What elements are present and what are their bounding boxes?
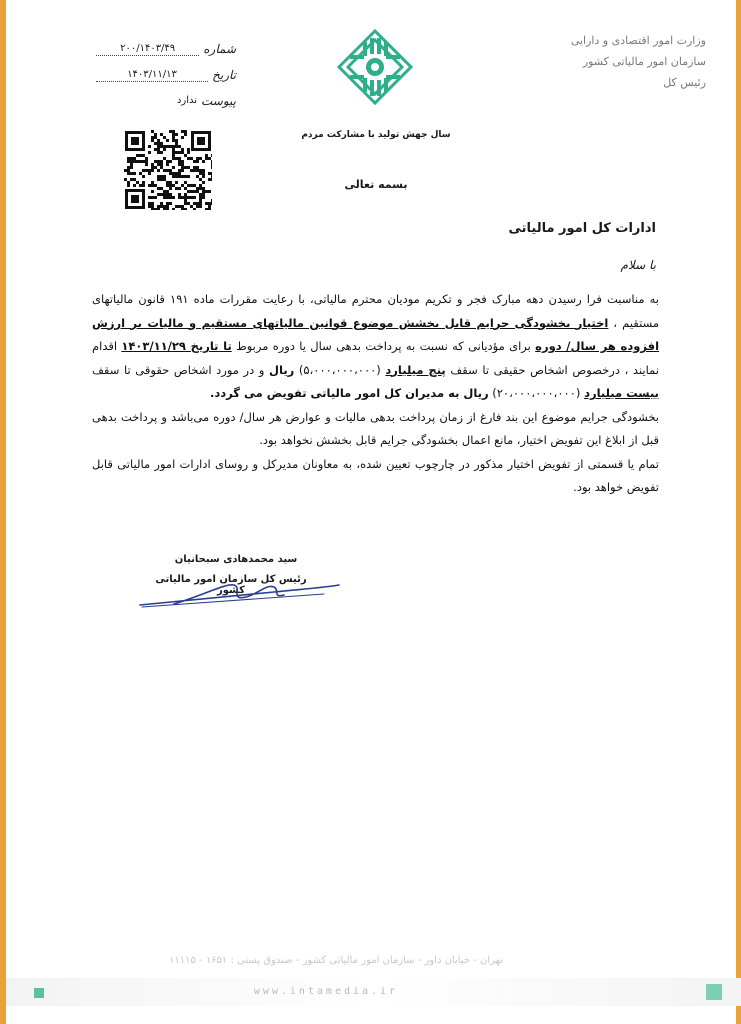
p1-part-e: اقدام نمایند ، درخصوص اشخاص حقیقی تا سقف [92, 339, 659, 377]
letter-body [92, 288, 659, 500]
p1-rial-1: ریال [269, 362, 295, 377]
p1-amount-2: (۲۰،۰۰۰،۰۰۰،۰۰۰) [488, 386, 585, 400]
bismillah: بسمه تعالی [344, 178, 408, 191]
footer-website: www.intamedia.ir [253, 986, 399, 997]
date-row [96, 62, 236, 88]
attachment-value: ندارد [176, 95, 197, 106]
ministry-line-2: سازمان امور مالیاتی کشور [582, 55, 706, 68]
year-slogan: سال جهش تولید با مشارکت مردم [301, 130, 451, 140]
footer-corner-left [34, 988, 44, 998]
p1-deadline: تا تاریخ ۱۴۰۳/۱۱/۲۹ [121, 339, 232, 353]
p1-part-c: برای مؤدیانی که نسبت به پرداخت بدهی سال یا دوره مربوط [231, 339, 536, 353]
signatory-title: رئیس کل سازمان امور مالیاتی کشور [155, 574, 307, 596]
addressee: ادارات کل امور مالیاتی [508, 221, 656, 236]
paragraph-1 [92, 288, 659, 406]
attachment-label: پیوست [201, 94, 236, 108]
attachment-row [96, 88, 236, 114]
footer-address: تهران - خیابان داور - سازمان امور مالیاتی کشور - صندوق پستی : ۱۶۵۱ - ۱۱۱۱۵ [168, 955, 503, 966]
number-label: شماره [203, 42, 236, 56]
p1-closing: ریال به مدیران کل امور مالیاتی تفویض می گردد. [209, 386, 489, 400]
p1-five-billion: پنج میلیارد [385, 362, 446, 377]
p1-twenty-billion: بیست میلیارد [584, 386, 659, 400]
handwritten-signature [134, 575, 344, 615]
greeting: با سلام [620, 258, 656, 272]
date-value: ۱۴۰۳/۱۱/۱۳ [96, 69, 208, 82]
qr-code [124, 130, 212, 210]
ministry-line-3: رئیس کل [663, 76, 706, 89]
letter-meta [96, 36, 236, 114]
p1-part-a: به مناسبت فرا رسیدن دهه مبارک فجر و تکریم مودیان محترم مالیاتی، با رعایت مقررات ماده ۱۹۱ قانون مالیاتهای مستقیم ، [92, 292, 659, 330]
p1-amount-1: (۵،۰۰۰،۰۰۰،۰۰۰) [294, 362, 386, 377]
paragraph-2: بخشودگی جرایم موضوع این بند فارغ از زمان پرداخت بدهی مالیات و عوارض هر سال/ دوره می‌باشد و پرداخت بدهی قبل از ابلاغ این تفویض اختیار، مانع اعمال بخشودگی جرایم قابل بخشش نخواهد بود. [92, 409, 659, 447]
number-value: ۲۰۰/۱۴۰۳/۴۹ [96, 43, 199, 56]
tax-organization-logo [336, 28, 414, 106]
signatory-name: سید محمدهادی سبحانیان [174, 554, 298, 565]
p1-part-i: و در مورد اشخاص حقوقی تا سقف [92, 362, 270, 377]
ministry-line-1: وزارت امور اقتصادی و دارایی [570, 34, 706, 47]
number-row [96, 36, 236, 62]
p1-delegation-phrase: اختیار بخشودگی جرایم قابل بخشش موضوع قوانین مالیاتهای مستقیم و مالیات بر ارزش افزوده هر سال/ دوره [92, 315, 660, 353]
footer-corner-right [706, 984, 722, 1000]
date-label: تاریخ [212, 68, 236, 82]
paragraph-3: تمام یا قسمتی از تفویض اختیار مذکور در چارچوب تعیین شده، به معاونان مدیرکل و روسای ادارات امور مالیاتی قابل تفویض خواهد بود. [92, 456, 659, 494]
ministry-header [556, 30, 706, 93]
